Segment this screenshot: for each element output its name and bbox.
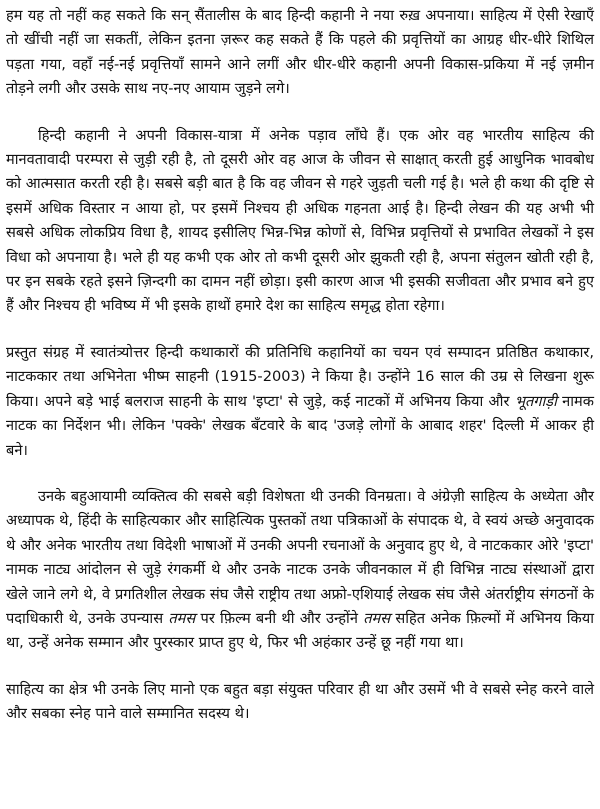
italic-title-bhootgadi: भूतगाड़ी [514,392,557,410]
paragraph-text: उनके बहुआयामी व्यक्तित्व की सबसे बड़ी विशेषता थी उनकी विनम्रता। वे अंग्रेज़ी साहित्य के अध्येता और अध्यापक थे, हिंदी के साहित्यकार और साहित्यिक पुस्तकों तथा पत्रिकाओं के संपादक थे, वे स्वयं अच्छे अनुवादक थे और अनेक भारतीय तथा विदेशी भाषाओं में उनकी अपनी रचनाओं के अनुवाद हुए थे, वे नाटककार ओरे 'इप्टा' नामक नाट्य आंदोलन से जुड़े रंगकर्मी थे और उनके नाटक उनके जीवनकाल में ही विभिन्न नाट्य संस्थाओं द्वारा खेले जाने लगे थे, वे प्रगतिशील लेखक संघ जैसे राष्ट्रीय तथा अफ्रो-एशियाई लेखक संघ जैसे अंतर्राष्ट्रीय संगठनों के पदाधिकारी थे, उनके उपन्यास [6,487,594,627]
paragraph-1 [6,4,594,102]
paragraph-text: पर फ़िल्म बनी थी और उन्होंने [195,609,364,627]
paragraph-5 [6,678,594,727]
italic-title-tamas: तमस [363,609,391,627]
paragraph-text: नामक नाटक का निर्देशन भी। लेकिन 'पक्के' लेखक बँटवारे के बाद 'उजड़े लोगों के आबाद शहर' दिल्ली में आकर ही बने। [6,392,594,459]
paragraph-text: प्रस्तुत संग्रह में स्वातंत्र्योत्तर हिन्दी कथाकारों की प्रतिनिधि कहानियों का चयन एवं सम्पादन प्रतिष्ठित कथाकार, नाटककार तथा अभिनेता भीष्म साहनी (1915-2003) ने किया है। उन्होंने 16 साल की उम्र से लिखना शुरू किया। अपने बड़े भाई बलराज साहनी के साथ 'इप्टा' से जुड़े, कई नाटकों में अभिनय किया और [6,343,594,410]
paragraph-text: साहित्य का क्षेत्र भी उनके लिए मानो एक बहुत बड़ा संयुक्त परिवार ही था और उसमें भी वे सबसे स्नेह करने वाले और सबका स्नेह पाने वाले सम्मानित सदस्य थे। [6,680,594,723]
paragraph-2 [6,124,594,319]
italic-title-tamas: तमस [168,609,196,627]
paragraph-text: सहित अनेक फ़िल्मों में अभिनय किया था, उन्हें अनेक सम्मान और पुरस्कार प्राप्त हुए थे, फिर भी अहंकार उन्हें छू नहीं गया था। [6,609,594,652]
paragraph-text: हिन्दी कहानी ने अपनी विकास-यात्रा में अनेक पड़ाव लाँघे हैं। एक ओर वह भारतीय साहित्य की मानवतावादी परम्परा से जुड़ी रही है, तो दूसरी ओर वह आज के जीवन से साक्षात् करती हुई आधुनिक भावबोध को आत्मसात करती रही है। सबसे बड़ी बात है कि वह जीवन से गहरे जुड़ती चली गई है। भले ही कथा की दृष्टि से इसमें अधिक विस्तार न आया हो, पर इसमें निश्चय ही अधिक गहनता आई है। हिन्दी लेखन की यह अभी भी सबसे अधिक लोकप्रिय विधा है, शायद इसीलिए भिन्न-भिन्न कोणों से, विभिन्न प्रवृत्तियों से प्रभावित लेखकों ने इस विधा को अपनाया है। भले ही यह कभी एक ओर तो कभी दूसरी ओर झुकती रही है, अपना संतुलन खोती रही है, पर इन सबके रहते इसने ज़िन्दगी का दामन नहीं छोड़ा। इसी कारण आज भी इसकी सजीवता और प्रभाव बने हुए हैं और निश्चय ही भविष्य में भी इसके हाथों हमारे देश का साहित्य समृद्ध होता रहेगा। [6,126,594,315]
paragraph-text: हम यह तो नहीं कह सकते कि सन् सैंतालीस के बाद हिन्दी कहानी ने नया रुख़ अपनाया। साहित्य में ऐसी रेखाएँ तो खींची नहीं जा सकतीं, लेकिन इतना ज़रूर कह सकते हैं कि पहले की प्रवृत्तियों का आग्रह धीर-धीरे शिथिल पड़ता गया, वहाँ नई-नई प्रवृत्तियाँ सामने आने लगीं और धीर-धीरे कहानी अपनी विकास-प्रकिया में नई ज़मीन तोड़ने लगी और उसके साथ नए-नए आयाम जुड़ने लगे। [6,7,594,98]
paragraph-4 [6,485,594,656]
paragraph-3 [6,341,594,463]
